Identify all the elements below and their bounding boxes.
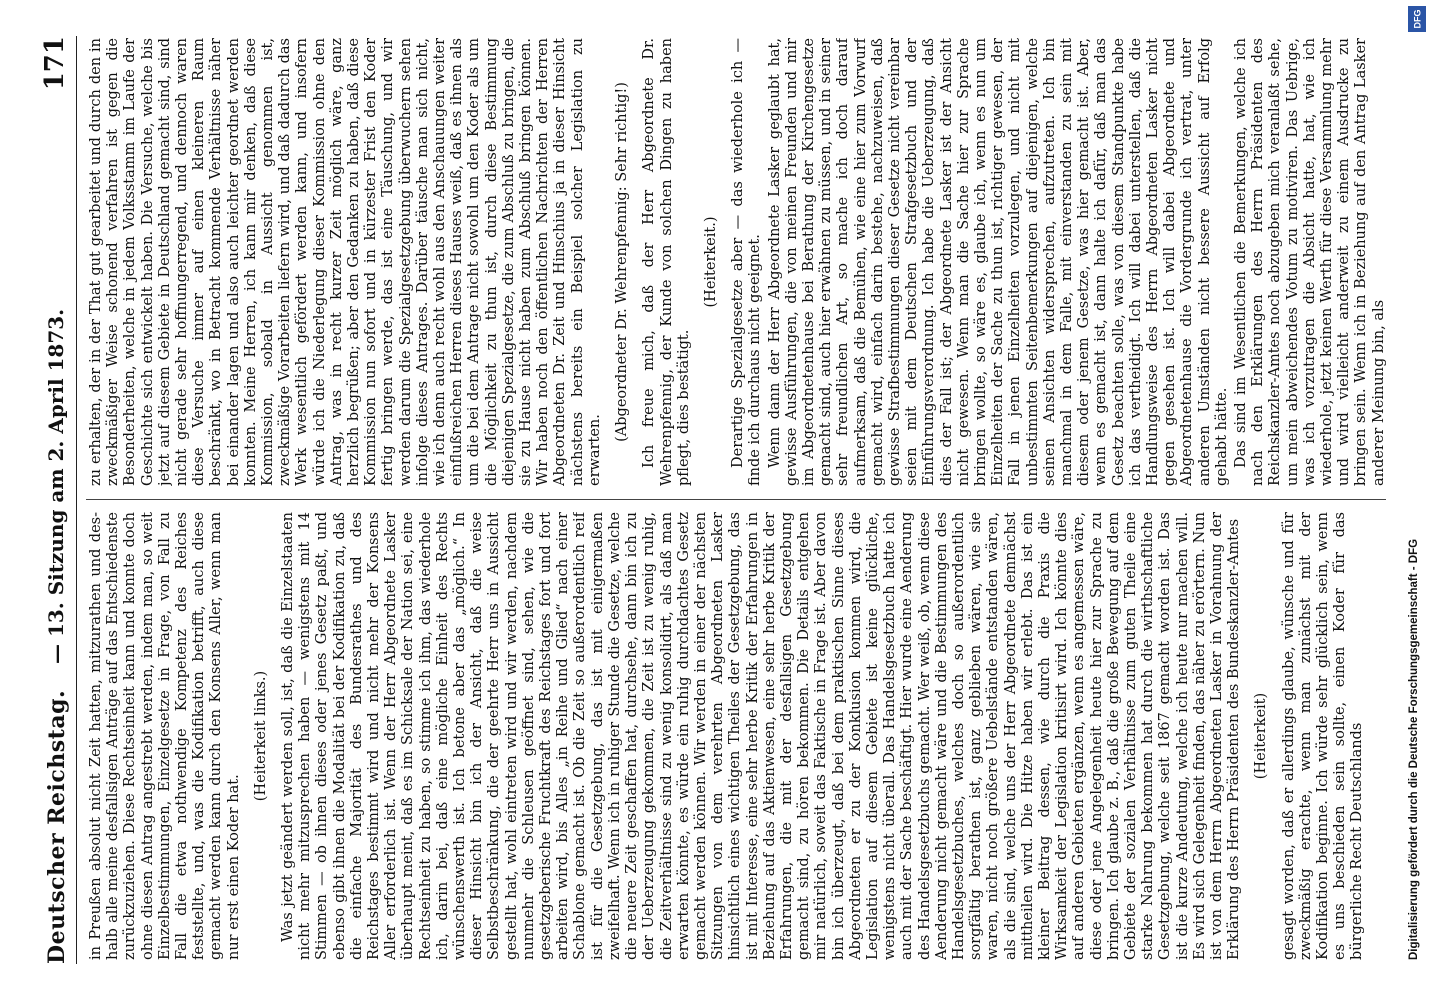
right-column-paragraph: Ich freue mich, daß der Herr Abgeordnete Dr. Wehrenpfennig, der Kunde von solchen Dingen zu haben pflegt, dies bestätigt. xyxy=(641,38,692,486)
right-column-annotation: (Abgeordneter Dr. Wehrenpfennig: Sehr richtig!) xyxy=(614,82,631,442)
right-column-paragraph: Wenn dann der Herr Abgeordnete Lasker geglaubt hat, gewisse Ausführungen, die von meinen Freunden und mir im Abgeordnetenhause bei Berathung der Kirchengesetze gemacht sind, auch hier erwähnen zu müssen, und in seiner sehr freundlichen Art, so mache ich doch darauf aufmerksam, daß die Bemühen, wie eine hier zum Vorwurf gemacht wird, einfach darin bestehe, nachzuweisen, daß gewisse Strafbestimmungen dieser Gesetze nicht vereinbar seien mit dem Deutschen Strafgesetzbuch und der Einführungsverordnung. Ich habe die Ueberzeugung, daß dies der Fall ist; der Abgeordnete Lasker ist der Ansicht nicht gewesen. Wenn man die Sache hier zur Sprache bringen wollte, so wäre es, glaube ich, wenn es nun um Einzelheiten der Sache zu thun ist, richtiger gewesen, der Fall in jenen Einzelheiten vorzulegen, und nicht mit unbestimmten Seitenbemerkungen auf diejenigen, welche seinen Ansichten widersprechen, aufzutreten. Ich bin manchmal in dem Falle, mit einverstanden zu sein mit diesem oder jenem Gesetze, was hier gemacht ist. Aber, wenn es gemacht ist, dann halte ich dafür, daß man das Gesetz beachten solle, was von diesem Standpunkte habe ich das vertheidigt. Ich will dabei unterstellen, daß die Handlungsweise des Herrn Abgeordneten Lasker nicht gegen gesehen ist. Ich will dabei Abgeordnete und Abgeordnetenhause die Vordergrunde ich vertrat, unter anderen Umständen nicht bessere Aussicht auf Erfolg gehabt hätte. xyxy=(766,38,1230,486)
digitization-credit-text: Digitalisierung gefördert durch die Deutsche Forschungsgemeinschaft - DFG xyxy=(1408,538,1420,960)
left-column-annotation: (Heiterkeit links.) xyxy=(252,670,269,802)
left-column-paragraph: Was jetzt geändert werden soll, ist, daß die Einzelstaaten nicht mehr mitzusprechen haben — wenigstens mit 14 Stimmen — ob ihnen dieses oder jenes Gesetz paßt, und ebenso gibt ihnen die Modalität bei der Kodifikation zu, daß die einfache Majorität des Bundesrathes und des Reichstages bestimmt wird und nicht mehr der Konsens Aller erforderlich ist. Wenn der Herr Abgeordnete Lasker überhaupt meint, daß es im Schicksale der Nation sei, eine Rechtseinheit zu haben, so stimme ich ihm, das wiederhole ich, darin bei, daß eine mögliche Einheit des Rechts wünschenswerth ist. Ich betone aber das „möglich.“ In dieser Hinsicht bin ich der Ansicht, daß die weise Selbstbeschränkung, die der geehrte Herr uns in Aussicht gestellt hat, wohl eintreten wird und wir werden, nachdem nunmehr die Schleusen geöffnet sind, sehen, wie die gesetzgeberische Fruchtkraft des Reichstages fort und fort arbeiten wird, bis Alles „in Reihe und Glied“ nach einer Schablone gemacht ist. Ob die Zeit so außerordentlich reif ist für die Gesetzgebung, das ist mit einigermaßen zweifelhaft. Wenn ich in ruhiger Stunde die Gesetze, welche die neuere Zeit geschaffen hat, durchsehe, dann bin ich zu der Ueberzeugung gekommen, die Zeit ist zu wenig ruhig, die Zeitverhältnisse sind zu wenig konsolidirt, als daß man erwarten könnte, es würde ein ruhig durchdachtes Gesetz gemacht werden können. Wir werden in einer der nächsten Sitzungen von dem verehrten Abgeordneten Lasker hinsichtlich eines wichtigen Theiles der Gesetzgebung, das ist mit Interesse, eine sehr herbe Kritik der Erfahrungen in Beziehung auf das Aktienwesen, eine sehr herbe Kritik der Erfahrungen, die mit der desfallsigen Gesetzgebung gemacht sind, zu hören bekommen. Die Details entgehen mir natürlich, soweit das Faktische in Frage ist. Aber davon bin ich überzeugt, daß bei dem praktischen Sinne dieses Abgeordneten er zu der Konklusion kommen wird, die Legislation auf diesem Gebiete ist keine glückliche, wenigstens nicht überall. Das Handelsgesetzbuch hatte ich auch mit der Sache beschäftigt. Hier wurde eine Aenderung des Handelsgesetzbuchs gemacht. Wer weiß, ob, wenn diese Aenderung nicht gemacht wäre und die Bestimmungen des Handelsgesetzbuches, welches doch so außerordentlich sorgfältig berathen ist, ganz geblieben wären, wie sie waren, nicht noch größere Uebelstände entstanden wären, als die sind, welche uns der Herr Abgeordnete demnächst mittheilen wird. Die Hitze haben wir erlebt. Das ist ein kleiner Beitrag dessen, wie durch die Praxis die Wirksamkeit der Legislation kritisirt wird. Ich könnte dies auf anderen Gebieten ergänzen, wenn es angemessen wäre, diese oder jene Angelegenheit heute hier zur Sprache zu bringen. Ich glaube z. B., daß die große Bewegung auf dem Gebiete der sozialen Verhältnisse zum guten Theile eine starke Nahrung bekommen hat durch die wirthschaftliche Gesetzgebung, welche seit 1867 gemacht worden ist. Das ist die kurze Andeutung, welche ich heute nur machen will. Es wird sich Gelegenheit finden, das näher zu erörtern. Nun ist von dem Herrn Abgeordneten Lasker in Vorahnung der Erklärung des Herrn Präsidenten des Bundeskanzler-Amtes xyxy=(280,512,1243,960)
right-column-paragraph: zu erhalten, der in der That gut gearbeitet und durch den in zweckmäßiger Weise schonend verfahren ist gegen die Besonderheiten, welche in jedem Volksstamm im Laufe der Geschichte sich entwickelt haben. Die Versuche, welche bis jetzt auf diesem Gebiete in Deutschland gemacht sind, sind nicht gerade sehr hoffnungerregend, und dennoch waren diese Versuche immer auf einen kleineren Raum beschränkt, wo in Betracht kommende Verhältnisse näher bei einander lagen und also auch leichter geordnet werden konnten. Meine Herren, ich kann mir denken, daß diese Kommission, sobald in Aussicht genommen ist, zweckmäßige Vorarbeiten liefern wird, und daß dadurch das Werk wesentlich gefördert werden kann, und insofern würde ich die Niederlegung dieser Kommission ohne den Antrag, was in recht kurzer Zeit möglich wäre, ganz herzlich begrüßen; aber den Gedanken zu haben, daß diese Kommission nun sofort und in kürzester Frist den Koder fertig bringen werde, das ist eine Täuschung, und wir werden darum die Spezialgesetzgebung überwuchern sehen infolge dieses Antrages. Darüber täusche man sich nicht, wie ich denn auch recht wohl aus den Anschauungen weiter einflußreichen Herren dieses Hauses weiß, daß es ihnen als um die bei dem Antrage nicht sowohl um den Koder als um die Möglichkeit zu thun ist, durch diese Bestimmung diejenigen Spezialgesetze, die zum Abschluß zu bringen, die sie zu Hause nicht haben zum Abschluß bringen können. Wir haben noch den öffentlichen Nachrichten der Herren Abgeordneten Dr. Zeit und Hinschius ja in dieser Hinsicht nächstens bereits ein Beispiel solcher Legislation zu erwarten. xyxy=(88,38,603,486)
digitization-credit-strip xyxy=(1404,0,1432,1000)
left-column-paragraph: gesagt worden, daß er allerdings glaube, wünsche und für zweckmäßig erachte, wenn man zunächst mit der Kodifikation beginne. Ich würde sehr glücklich sein, wenn es uns beschieden sein sollte, einen Koder für das bürgerliche Recht Deutschlands xyxy=(1280,512,1366,960)
left-column-paragraph: in Preußen absolut nicht Zeit hatten, mitzurathen und des-halb alle meine desfallsigen Anträge auf das Entschiedenste zurückzuziehen. Diese Rechtseinheit kann und konnte doch ohne diesen Antrag angestrebt werden, indem man, so weit Einzelbestimmungen, Einzelgesetze in Frage, von Fall zu Fall die etwa nothwendige Kompetenz des Reiches feststellte, und, was die Kodifikation betrifft, auch diese gemacht werden kann durch den Konsens Aller, wenn man nur erst einen Koder hat. xyxy=(88,512,242,960)
right-column-paragraph: Derartige Spezialgesetze aber — das wiederhole ich — finde ich durchaus nicht geeignet. xyxy=(730,38,764,486)
page-number: 171 xyxy=(40,36,70,91)
text-column-right xyxy=(88,38,1388,486)
text-column-left xyxy=(88,512,1388,960)
right-column-annotation: (Heiterkeit.) xyxy=(702,216,719,308)
header-publication: Deutscher Reichstag. xyxy=(44,689,70,964)
page-header xyxy=(36,36,77,964)
header-session: — 13. Sitzung am 2. April 1873. xyxy=(44,308,68,664)
dfg-logo-icon: DFG xyxy=(1408,6,1426,32)
column-divider xyxy=(86,499,1386,500)
left-column-annotation: (Heiterkeit) xyxy=(1253,692,1270,780)
right-column-paragraph: Das sind im Wesentlichen die Bemerkungen, welche ich nach den Erklärungen des Herrn Präsidenten des Reichskanzler-Amtes noch abzugeben mich veranlaßt sehe, um mein abweichendes Votum zu motiviren. Das Uebrige, was ich vorzutragen die Absicht hatte, hat, wie ich wiederhole, jetzt keinen Werth für diese Versammlung mehr und wird vielleicht anderweit zu einem Ausdrucke zu bringen sein. Wenn ich in Beziehung auf den Antrag Lasker anderer Meinung bin, als xyxy=(1233,38,1387,486)
